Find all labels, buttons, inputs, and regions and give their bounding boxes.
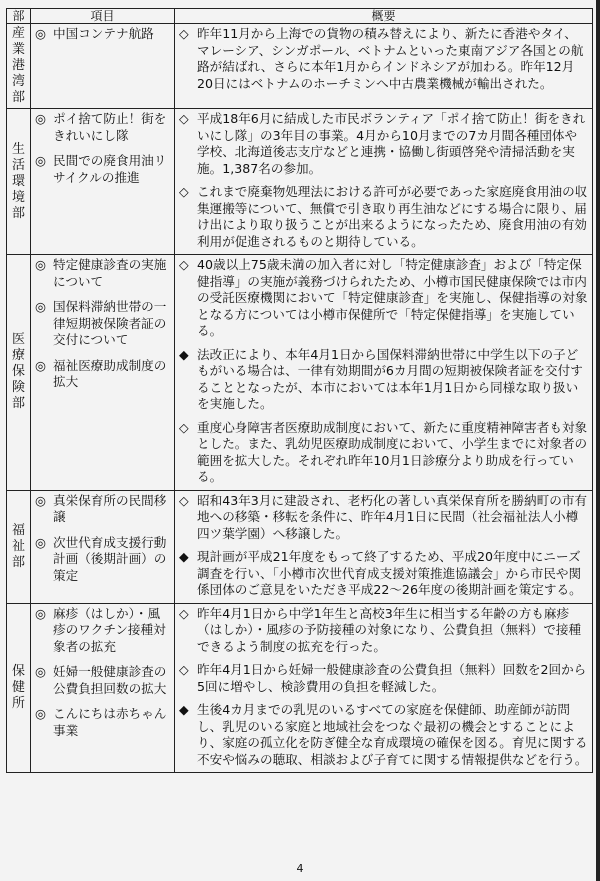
item-marker-icon: ◎ bbox=[35, 534, 46, 550]
summary-entry bbox=[179, 606, 588, 656]
item-title: ポイ捨て防止！街をきれいにし隊 bbox=[53, 111, 167, 143]
summary-text: 法改正により、本年4月1日から国保料滞納世帯に中学生以下の子どもがいる場合は、一律有効期間が6カ月間の短期被保険者証を交付することとなったが、本市においては本年1月1日から同様な取り扱いを実施した。 bbox=[197, 346, 583, 411]
item-entry bbox=[35, 299, 171, 349]
item-title: 民間での廃食用油リサイクルの推進 bbox=[53, 153, 167, 185]
summary-text: 40歳以上75歳未満の加入者に対し「特定健康診査」および「特定保健指導」の実施が義務づけられたため、小樽市国民健康保険では市内の受託医療機関において「特定健康診査」を実施し、保健指導の対象となる方については小樽市保健所で「特定保健指導」を実施している。 bbox=[197, 257, 588, 338]
summary-marker-icon: ◇ bbox=[179, 26, 189, 41]
summary-marker-icon: ◆ bbox=[179, 346, 189, 362]
summary-text: 昨年4月1日から妊婦一般健康診査の公費負担（無料）回数を2回から5回に増やし、検診費用の負担を軽減した。 bbox=[197, 662, 587, 694]
item-entry bbox=[35, 257, 171, 290]
summary-entry bbox=[179, 493, 588, 543]
table-row bbox=[7, 490, 593, 603]
item-entry bbox=[35, 153, 171, 186]
table-row bbox=[7, 109, 593, 255]
item-title: 妊婦一般健康診査の公費負担回数の拡大 bbox=[53, 664, 167, 696]
summary-marker-icon: ◇ bbox=[179, 419, 189, 435]
summary-cell bbox=[175, 109, 593, 255]
table-row bbox=[7, 24, 593, 109]
item-cell bbox=[31, 490, 175, 603]
summary-cell bbox=[175, 603, 593, 773]
item-title: 真栄保育所の民間移譲 bbox=[53, 492, 167, 524]
summary-text: 生後4カ月までの乳児のいるすべての家庭を保健師、助産師が訪問し、乳児のいる家庭と地域社会をつなぐ最初の機会とすることにより、家庭の孤立化を防ぎ健全な育成環境の確保を図る。育児に関する不安や悩みの聴取、相談および子育てに関する情報提供などを行う。 bbox=[197, 702, 588, 767]
document-page bbox=[6, 8, 592, 773]
header-item: 項目 bbox=[31, 9, 175, 24]
item-title: 福祉医療助成制度の拡大 bbox=[53, 357, 167, 389]
item-cell bbox=[31, 109, 175, 255]
summary-entry bbox=[179, 111, 588, 177]
item-marker-icon: ◎ bbox=[35, 492, 46, 508]
item-title: 次世代育成支援行動計画（後期計画）の策定 bbox=[53, 534, 167, 583]
summary-marker-icon: ◇ bbox=[179, 605, 189, 621]
summary-cell bbox=[175, 255, 593, 491]
dept-cell: 産業港湾部 bbox=[7, 24, 31, 109]
summary-marker-icon: ◇ bbox=[179, 662, 189, 677]
summary-marker-icon: ◆ bbox=[179, 549, 189, 564]
page-number: 4 bbox=[296, 862, 304, 875]
item-marker-icon: ◎ bbox=[35, 111, 46, 126]
item-title: 麻疹（はしか）・風疹のワクチン接種対象者の拡充 bbox=[53, 605, 166, 654]
table-row bbox=[7, 255, 593, 491]
item-marker-icon: ◎ bbox=[35, 664, 46, 679]
item-marker-icon: ◎ bbox=[35, 153, 46, 168]
item-entry bbox=[35, 111, 171, 144]
item-marker-icon: ◎ bbox=[35, 299, 46, 314]
dept-cell: 保健所 bbox=[7, 603, 31, 773]
summary-entry bbox=[179, 26, 588, 92]
summary-entry bbox=[179, 257, 588, 340]
header-dept: 部 bbox=[7, 9, 31, 24]
item-entry bbox=[35, 706, 171, 739]
item-entry bbox=[35, 26, 171, 43]
dept-cell: 福祉部 bbox=[7, 490, 31, 603]
summary-table bbox=[6, 8, 593, 773]
summary-text: 昨年11月から上海での貨物の積み替えにより、新たに香港やタイ、マレーシア、シンガポール、ベトナムといった東南アジア各国との航路が結ばれ、さらに本年1月からインドネシアが加わる。昨年12月20日にはベトナムのホーチミンへ中古農業機械が輸出された。 bbox=[197, 26, 584, 91]
summary-text: 現計画が平成21年度をもって終了するため、平成20年度中にニーズ調査を行い、「小樽市次世代育成支援対策推進協議会」から市民や関係団体のご意見をいただき平成22〜26年度の後期計画を策定する。 bbox=[197, 549, 582, 597]
table-row bbox=[7, 603, 593, 773]
item-entry bbox=[35, 358, 171, 391]
item-title: 特定健康診査の実施について bbox=[53, 257, 167, 289]
summary-entry bbox=[179, 549, 588, 599]
summary-text: これまで廃棄物処理法における許可が必要であった家庭廃食用油の収集運搬等について、無償で引き取り再生油などにする場合に限り、届け出により取り扱うことが出来るようになったため、廃食用油の有効利用が促進されるものと期待している。 bbox=[197, 184, 588, 249]
summary-marker-icon: ◇ bbox=[179, 257, 189, 272]
summary-cell bbox=[175, 490, 593, 603]
item-entry bbox=[35, 606, 171, 656]
summary-entry bbox=[179, 184, 588, 250]
item-title: こんにちは赤ちゃん事業 bbox=[53, 706, 167, 738]
table-header-row bbox=[7, 9, 593, 24]
summary-entry bbox=[179, 420, 588, 486]
table-body bbox=[7, 24, 593, 773]
summary-entry bbox=[179, 662, 588, 695]
summary-text: 平成18年6月に結成した市民ボランティア「ポイ捨て防止！街をきれいにし隊」の3年目の事業。4月から10月までの7カ月間各種団体や学校、北海道後志支庁などと連携・協働し街頭啓発や清掃活動を実施。1,387名の参加。 bbox=[197, 111, 586, 176]
summary-text: 重度心身障害者医療助成制度において、新たに重度精神障害者も対象とした。また、乳幼児医療助成制度において、小学生までに対象者の範囲を拡大した。それぞれ昨年10月1日診療分より助成を行っている。 bbox=[197, 419, 588, 484]
item-marker-icon: ◎ bbox=[35, 605, 46, 621]
summary-marker-icon: ◇ bbox=[179, 184, 189, 199]
summary-marker-icon: ◆ bbox=[179, 702, 189, 717]
item-title: 中国コンテナ航路 bbox=[53, 26, 154, 41]
item-cell bbox=[31, 24, 175, 109]
dept-cell: 生活環境部 bbox=[7, 109, 31, 255]
summary-entry bbox=[179, 702, 588, 768]
summary-marker-icon: ◇ bbox=[179, 111, 189, 126]
item-cell bbox=[31, 603, 175, 773]
item-marker-icon: ◎ bbox=[35, 26, 46, 41]
item-entry bbox=[35, 493, 171, 526]
item-entry bbox=[35, 535, 171, 585]
summary-entry bbox=[179, 347, 588, 413]
item-marker-icon: ◎ bbox=[35, 257, 46, 272]
item-marker-icon: ◎ bbox=[35, 357, 46, 373]
summary-marker-icon: ◇ bbox=[179, 492, 189, 508]
item-marker-icon: ◎ bbox=[35, 706, 46, 721]
summary-text: 昭和43年3月に建設され、老朽化の著しい真栄保育所を勝納町の市有地への移築・移転を条件に、昨年4月1日に民間（社会福祉法人小樽四ツ葉学園）へ移譲した。 bbox=[197, 492, 588, 541]
scan-edge-border bbox=[596, 0, 600, 881]
item-entry bbox=[35, 664, 171, 697]
summary-cell bbox=[175, 24, 593, 109]
item-cell bbox=[31, 255, 175, 491]
dept-cell: 医療保険部 bbox=[7, 255, 31, 491]
summary-text: 昨年4月1日から中学1年生と高校3年生に相当する年齢の方も麻疹（はしか）・風疹の予防接種の対象になり、公費負担（無料）で接種できるよう制度の拡充を行った。 bbox=[197, 605, 582, 654]
header-summary: 概要 bbox=[175, 9, 593, 24]
item-title: 国保料滞納世帯の一律短期被保険者証の交付について bbox=[53, 299, 167, 347]
